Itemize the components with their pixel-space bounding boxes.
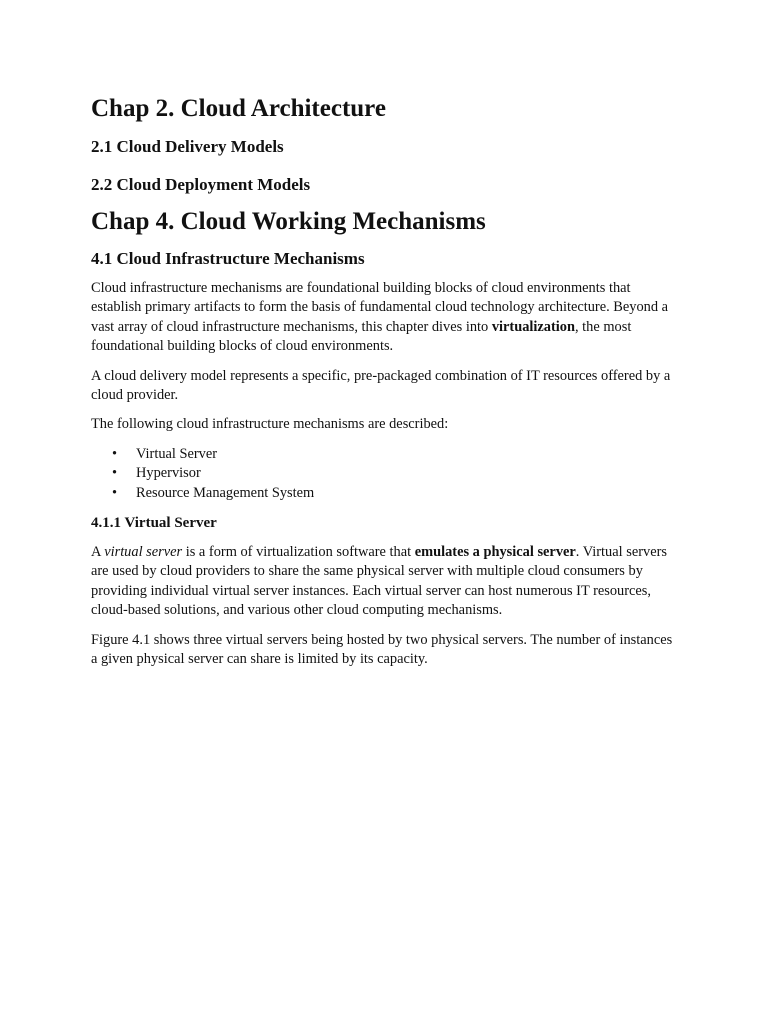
paragraph-text: . Virtual servers are used by cloud providers to share the same physical server with multiple cloud consumers by providing individual virtual server instances. Each virtual server can host numerous IT resources, cloud-based solutions, and various other cloud computing mechanisms. <box>91 544 667 619</box>
bold-term-virtualization: virtualization <box>491 318 575 335</box>
paragraph-figure-4-1: Figure 4.1 shows three virtual servers being hosted by two physical servers. The number of instances a given physical server can share is limited by its capacity. <box>91 631 673 668</box>
list-item-text: Virtual Server <box>136 445 218 462</box>
document-page <box>91 94 681 670</box>
paragraph-text: is a form of virtualization software that <box>182 544 415 561</box>
paragraph-virtual-server <box>91 543 681 621</box>
italic-term-virtual-server: virtual server <box>104 544 183 561</box>
bullet-icon: • <box>112 484 118 501</box>
section-2-2-heading: 2.2 Cloud Deployment Models <box>91 175 311 194</box>
mechanisms-list <box>91 445 681 503</box>
chapter-4-heading: Chap 4. Cloud Working Mechanisms <box>91 208 486 235</box>
section-4-1-1-heading: 4.1.1 Virtual Server <box>91 515 217 532</box>
section-2-1-heading: 2.1 Cloud Delivery Models <box>91 137 284 156</box>
bullet-icon: • <box>112 445 118 462</box>
paragraph-text: A <box>91 544 105 561</box>
paragraph-text: Cloud infrastructure mechanisms are foundational building blocks of cloud environments that establish primary artifacts to form the basis of fundamental cloud technology architecture. Beyond a vast array of cloud infrastructure mechanisms, this chapter dives into <box>91 280 669 335</box>
list-item <box>91 464 681 483</box>
list-item <box>91 484 681 503</box>
section-4-1-heading: 4.1 Cloud Infrastructure Mechanisms <box>91 249 365 268</box>
paragraph-mechanisms-intro: The following cloud infrastructure mechanisms are described: <box>91 416 449 433</box>
list-item <box>91 445 681 464</box>
paragraph-delivery-model: A cloud delivery model represents a specific, pre-packaged combination of IT resources offered by a cloud provider. <box>91 367 671 404</box>
paragraph-text: , the most foundational building blocks of cloud environments. <box>91 318 632 355</box>
list-item-text: Hypervisor <box>136 465 201 482</box>
paragraph-infrastructure-intro <box>91 279 681 357</box>
bullet-icon: • <box>112 465 118 482</box>
list-item-text: Resource Management System <box>136 484 315 501</box>
bold-term-emulates: emulates a physical server <box>414 544 576 561</box>
chapter-2-heading: Chap 2. Cloud Architecture <box>91 95 386 122</box>
